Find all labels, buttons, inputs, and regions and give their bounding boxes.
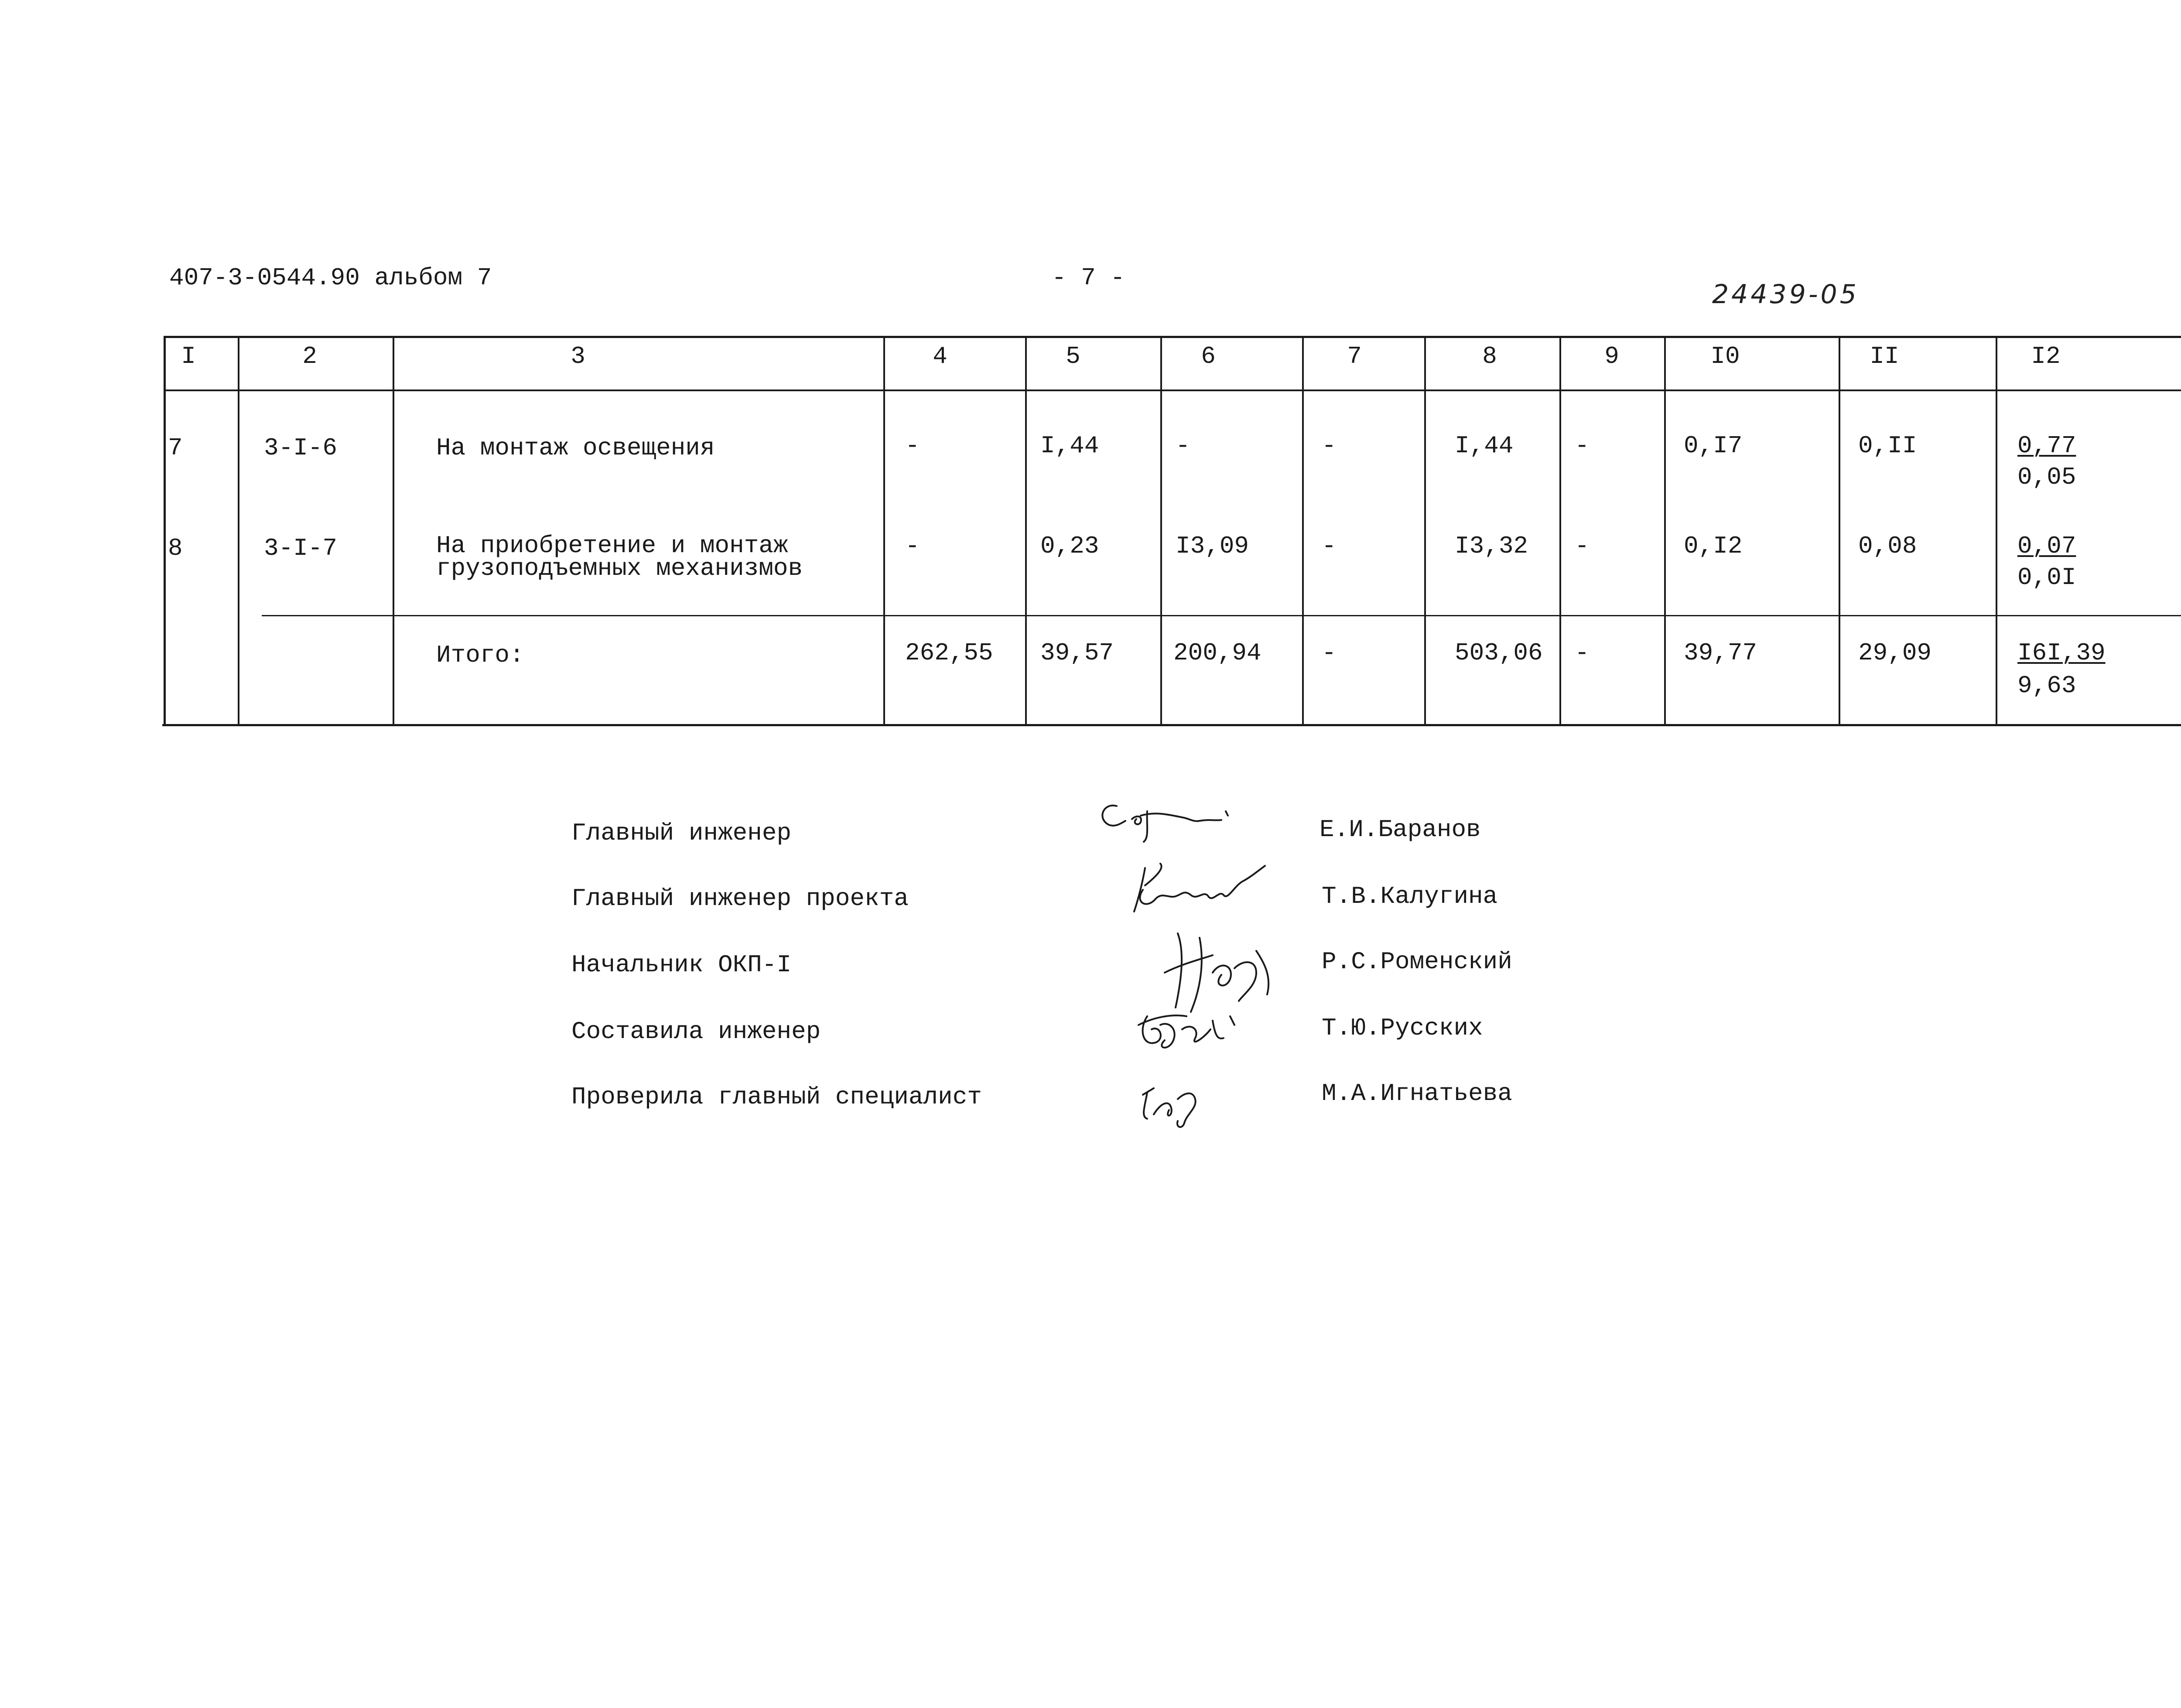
page-number: - 7 -	[1051, 264, 1125, 292]
cell-col-10: 0,I7	[1684, 432, 1743, 460]
cell-col-7: -	[1322, 639, 1337, 667]
total-label: Итого:	[436, 641, 524, 669]
cell-col-8: 503,06	[1455, 639, 1543, 667]
cell-col-12-top: I6I,39	[2017, 639, 2106, 667]
row-number: 8	[168, 534, 183, 562]
signatory-name: Т.В.Калугина	[1322, 882, 1498, 910]
cell-col-11: 0,08	[1858, 532, 1917, 560]
column-border	[883, 336, 885, 726]
cell-col-8: I3,32	[1455, 532, 1528, 560]
cell-col-11: 29,09	[1858, 639, 1932, 667]
item-code: 3-I-6	[264, 434, 338, 462]
row-number: 7	[168, 434, 183, 462]
column-border	[1839, 336, 1840, 726]
item-name: На монтаж освещения	[436, 434, 715, 462]
column-number: 9	[1604, 342, 1619, 370]
cell-col-12-bottom: 9,63	[2017, 672, 2076, 700]
signatory-name: Т.Ю.Русских	[1322, 1014, 1483, 1042]
column-number: 4	[933, 342, 947, 370]
cell-col-12-top: 0,77	[2017, 432, 2076, 460]
item-name-line: грузоподъемных механизмов	[436, 554, 803, 582]
column-number: I0	[1710, 342, 1740, 370]
cell-col-6: 200,94	[1173, 639, 1261, 667]
table-top-border	[164, 336, 2181, 338]
cell-col-10: 0,I2	[1684, 532, 1743, 560]
signatory-title: Главный инженер проекта	[571, 885, 909, 912]
column-number: 2	[302, 342, 317, 370]
cell-col-11: 0,II	[1858, 432, 1917, 460]
column-border	[1025, 336, 1027, 726]
signature-kalugina	[1125, 855, 1269, 920]
column-number: 5	[1066, 342, 1080, 370]
header-separator	[164, 389, 2181, 391]
column-border	[238, 336, 239, 726]
signature-baranov	[1095, 798, 1261, 846]
cell-col-5: 0,23	[1040, 532, 1099, 560]
cell-col-9: -	[1575, 432, 1590, 460]
column-border	[1996, 336, 1997, 726]
cell-col-10: 39,77	[1684, 639, 1757, 667]
handwritten-document-number: 24439-05	[1712, 279, 1859, 310]
signatory-title: Составила инженер	[571, 1018, 821, 1045]
cell-col-4: 262,55	[905, 639, 993, 667]
column-border	[1160, 336, 1162, 726]
column-border	[1664, 336, 1666, 726]
signature-ignatieva	[1130, 1073, 1217, 1134]
signatory-title: Начальник ОКП-I	[571, 951, 792, 979]
signatory-name: Р.С.Роменский	[1322, 948, 1512, 976]
cell-col-4: -	[905, 432, 920, 460]
column-number: 3	[571, 342, 585, 370]
cell-col-9: -	[1575, 532, 1590, 560]
column-border	[1302, 336, 1304, 726]
cell-col-5: 39,57	[1040, 639, 1114, 667]
signatory-title: Проверила главный специалист	[571, 1083, 982, 1111]
cell-col-12-bottom: 0,0I	[2017, 564, 2076, 591]
item-name-line: На приобретение и монтаж	[436, 532, 788, 560]
table-bottom-border	[162, 724, 2181, 726]
cell-col-9: -	[1575, 639, 1590, 667]
cell-col-6: I3,09	[1176, 532, 1249, 560]
column-border	[164, 336, 166, 726]
column-border	[1559, 336, 1561, 726]
cell-col-8: I,44	[1455, 432, 1514, 460]
signatory-name: Е.И.Баранов	[1320, 816, 1481, 844]
cell-col-7: -	[1322, 432, 1337, 460]
signatory-name: М.А.Игнатьева	[1322, 1079, 1512, 1107]
total-separator	[262, 615, 2181, 616]
cell-col-6: -	[1176, 432, 1190, 460]
column-border	[1424, 336, 1426, 726]
item-code: 3-I-7	[264, 534, 338, 562]
signatory-title: Главный инженер	[571, 819, 792, 847]
cell-col-5: I,44	[1040, 432, 1099, 460]
document-code: 407-3-0544.90 альбом 7	[169, 264, 492, 292]
column-number: 6	[1201, 342, 1216, 370]
cell-col-12-bottom: 0,05	[2017, 463, 2076, 491]
column-border	[393, 336, 394, 726]
column-number: I	[181, 342, 196, 370]
column-number: 8	[1482, 342, 1497, 370]
column-number: 7	[1347, 342, 1362, 370]
column-number: II	[1870, 342, 1899, 370]
signature-russkikh	[1130, 999, 1265, 1056]
cell-col-7: -	[1322, 532, 1337, 560]
column-number: I2	[2031, 342, 2061, 370]
item-name	[436, 534, 803, 580]
cell-col-4: -	[905, 532, 920, 560]
cell-col-12-top: 0,07	[2017, 532, 2076, 560]
